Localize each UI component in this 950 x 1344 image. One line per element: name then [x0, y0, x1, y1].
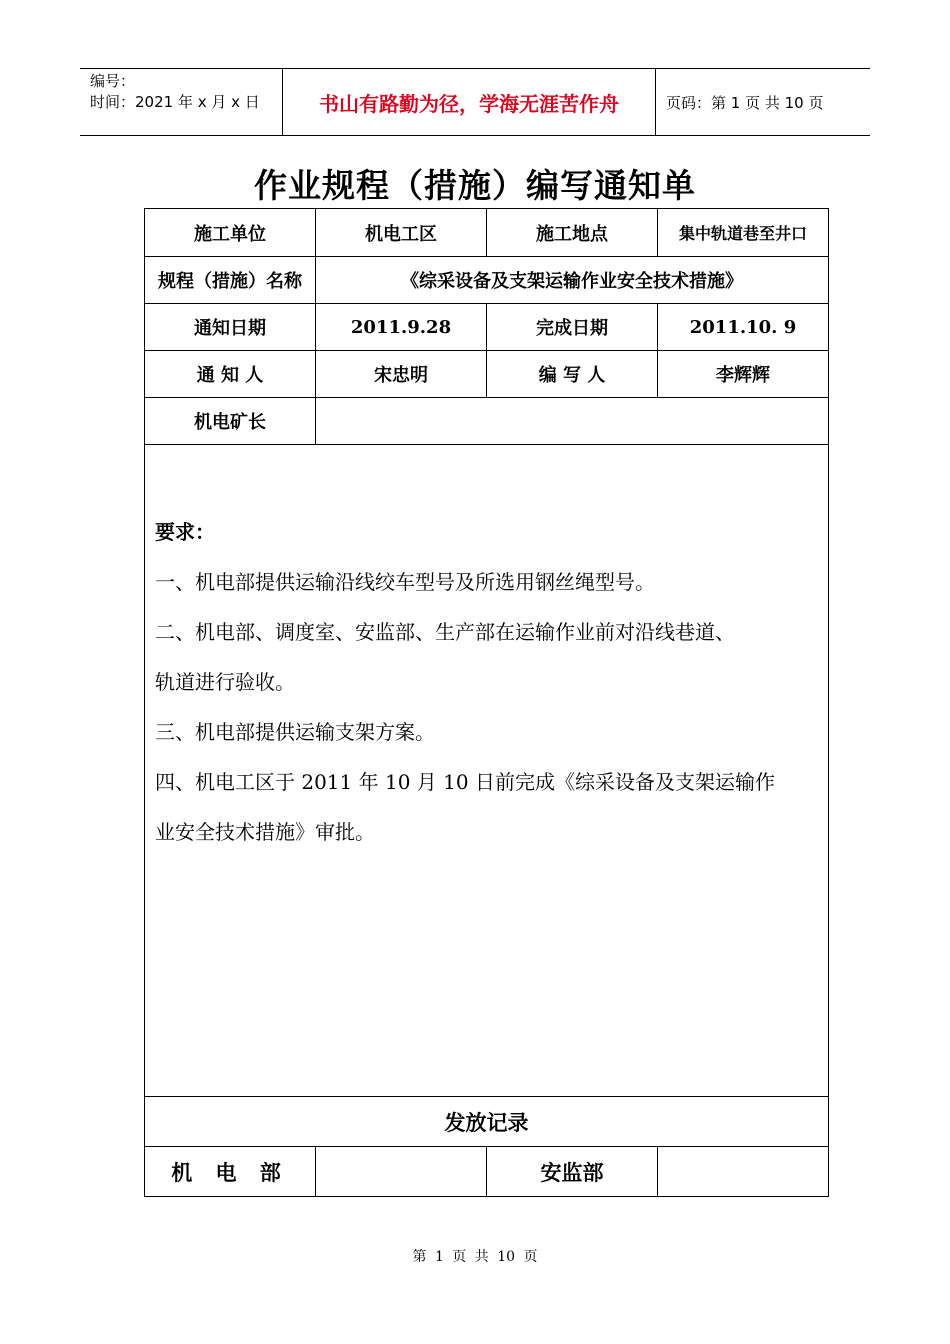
location-label: 施工地点: [487, 209, 658, 257]
unit-value: 机电工区: [316, 209, 487, 257]
release-dept1-value[interactable]: [316, 1147, 487, 1196]
writer-value: 李辉辉: [658, 351, 828, 398]
header-page-info: 页码：第 1 页 共 10 页: [666, 93, 824, 112]
writer-label: 编 写 人: [487, 351, 658, 398]
procedure-name-label: 规程（措施）名称: [145, 257, 316, 304]
release-dept2-value[interactable]: [658, 1147, 828, 1196]
requirement-line: 三、机电部提供运输支架方案。: [155, 720, 435, 744]
requirement-line: 轨道进行验收。: [155, 670, 295, 694]
notifier-label: 通 知 人: [145, 351, 316, 398]
document-title: 作业规程（措施）编写通知单: [254, 166, 696, 205]
release-dept2-label: 安监部: [487, 1147, 658, 1196]
requirement-line: 一、机电部提供运输沿线绞车型号及所选用钢丝绳型号。: [155, 570, 655, 594]
procedure-name-value: 《综采设备及支架运输作业安全技术措施》: [316, 257, 828, 304]
requirement-line: 业安全技术措施》审批。: [155, 820, 375, 844]
notify-date-label: 通知日期: [145, 304, 316, 351]
header-motto: 书山有路勤为径，学海无涯苦作舟: [282, 69, 656, 135]
release-record-title: 发放记录: [145, 1097, 828, 1147]
requirement-line: 二、机电部、调度室、安监部、生产部在运输作业前对沿线巷道、: [155, 620, 735, 644]
requirements-title: 要求：: [155, 520, 215, 544]
director-label: 机电矿长: [145, 398, 316, 445]
document-header: [80, 68, 870, 136]
location-value: 集中轨道巷至井口: [658, 209, 828, 257]
header-meta: [90, 71, 260, 113]
number-label: 编号：: [90, 72, 136, 90]
notify-date-value: 2011.9.28: [316, 304, 487, 351]
complete-date-value: 2011.10. 9: [658, 304, 828, 351]
unit-label: 施工单位: [145, 209, 316, 257]
time-label: 时间：2021 年 x 月 x 日: [90, 93, 260, 111]
director-value[interactable]: [316, 398, 828, 445]
requirements-section: [145, 445, 828, 1097]
release-dept1-label: 机 电 部: [145, 1147, 316, 1196]
notifier-value: 宋忠明: [316, 351, 487, 398]
requirement-line: 四、机电工区于 2011 年 10 月 10 日前完成《综采设备及支架运输作: [155, 770, 775, 794]
notice-form-table: [144, 208, 829, 1197]
complete-date-label: 完成日期: [487, 304, 658, 351]
page-footer: 第 1 页 共 10 页: [412, 1249, 538, 1265]
